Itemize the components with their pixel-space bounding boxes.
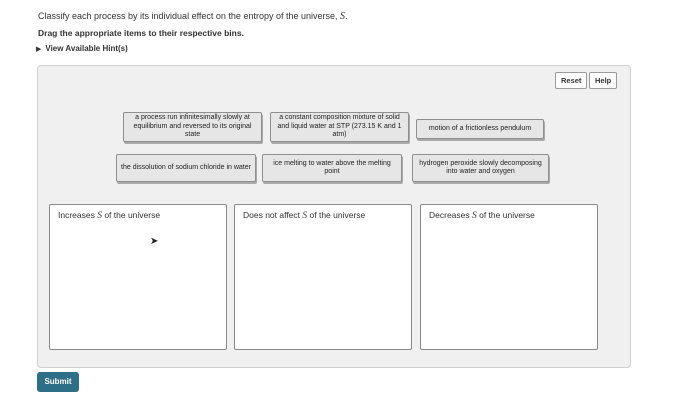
drag-instruction: Drag the appropriate items to their respective bins. [38,28,244,38]
bin-decreases-entropy[interactable] [420,204,598,350]
instruction-text: Classify each process by its individual effect on the entropy of the universe, S. [38,11,348,22]
bin-increases-entropy[interactable] [49,204,227,350]
help-button[interactable]: Help [589,72,617,89]
caret-right-icon: ▶ [36,45,42,53]
drag-item-peroxide-decomposition[interactable]: hydrogen peroxide slowly decomposing into water and oxygen [412,154,549,182]
reset-button[interactable]: Reset [555,72,587,89]
drag-item-ice-melting[interactable]: ice melting to water above the melting point [262,154,402,182]
mouse-pointer-icon: ➤ [150,236,159,247]
bin-label-increases: Increases S of the universe [58,210,161,221]
view-hints-toggle[interactable] [36,44,128,53]
drag-item-ice-water-mixture[interactable]: a constant composition mixture of solid and liquid water at STP (273.15 K and 1 atm) [270,112,409,142]
drag-item-reversible-process[interactable]: a process run infinitesimally slowly at equilibrium and reversed to its original state [123,112,262,142]
bin-label-decreases: Decreases S of the universe [429,210,535,221]
bin-label-no-effect: Does not affect S of the universe [243,210,366,221]
submit-button[interactable]: Submit [37,372,79,392]
drag-item-nacl-dissolution[interactable]: the dissolution of sodium chloride in water [116,154,256,182]
hints-label: View Available Hint(s) [45,44,128,53]
entropy-symbol: S [340,11,345,22]
drag-item-frictionless-pendulum[interactable]: motion of a frictionless pendulum [416,119,544,139]
bin-no-effect-entropy[interactable] [234,204,412,350]
